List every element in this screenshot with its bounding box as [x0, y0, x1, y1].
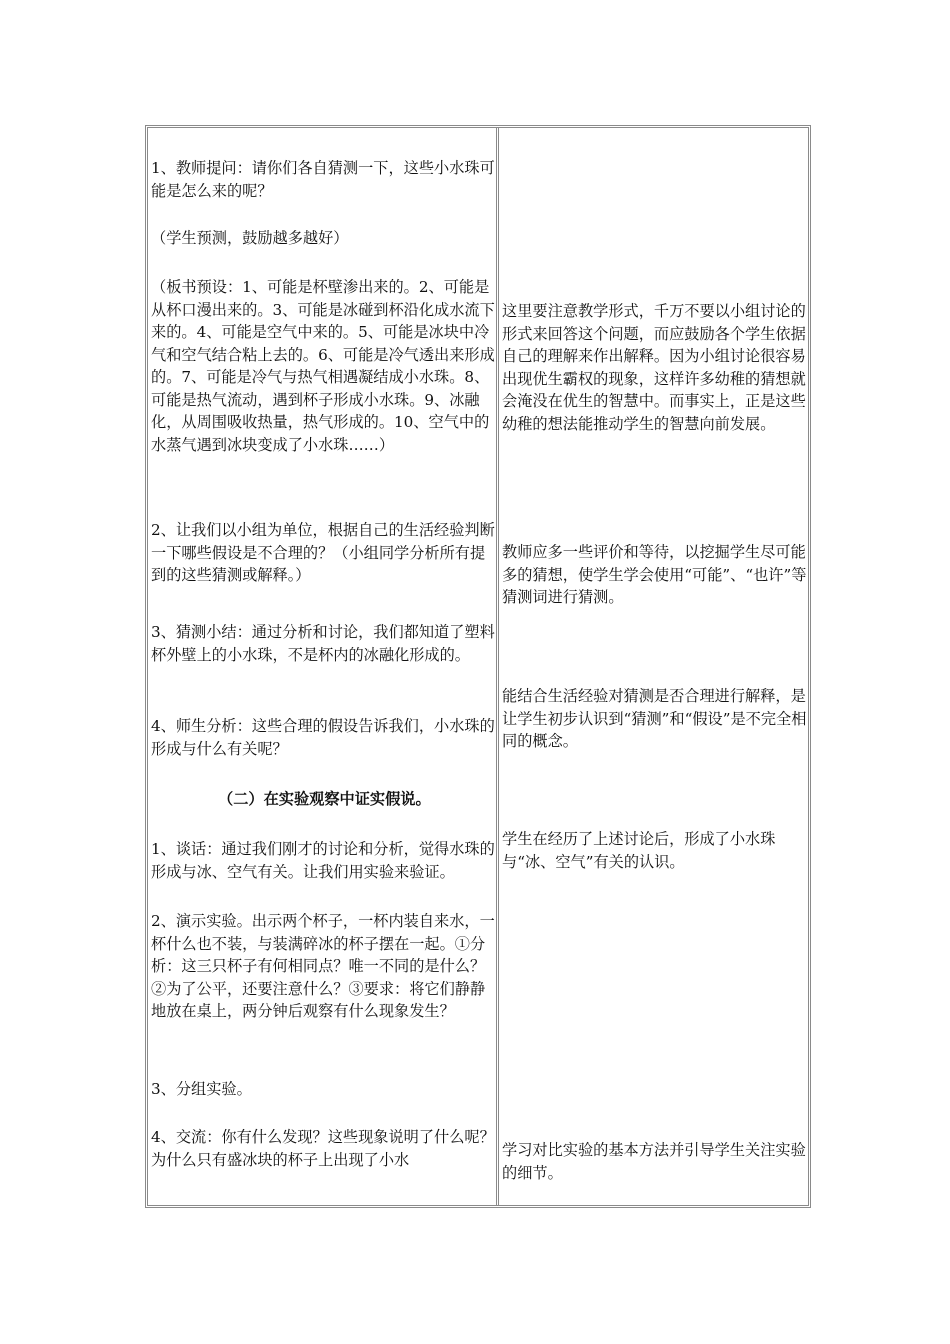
section-heading: （二）在实验观察中证实假说。: [218, 790, 431, 808]
lesson-plan-table: [145, 125, 811, 1208]
left-paragraph-2: （学生预测，鼓励越多越好）: [151, 229, 349, 247]
left-paragraph-8: 2、演示实验。出示两个杯子，一杯内装自来水，一杯什么也不装，与装满碎冰的杯子摆在一起。①分析：这三只杯子有何相同点？唯一不同的是什么？②为了公平，还要注意什么？③要求：将它们静静地放在桌上，两分钟后观察有什么现象发生？: [151, 912, 495, 1020]
left-paragraph-3: （板书预设：1、可能是杯壁渗出来的。2、可能是从杯口漫出来的。3、可能是冰碰到杯沿化成水流下来的。4、可能是空气中来的。5、可能是冰块中冷气和空气结合粘上去的。6、可能是冷气透出来形成的。7、可能是冷气与热气相遇凝结成小水珠。8、可能是热气流动，遇到杯子形成小水珠。9、冰融化，从周围吸收热量，热气形成的。10、空气中的水蒸气遇到冰块变成了小水珠……）: [151, 278, 495, 454]
left-paragraph-1: 1、教师提问：请你们各自猜测一下，这些小水珠可能是怎么来的呢？: [151, 159, 495, 200]
right-note-1: 这里要注意教学形式，千万不要以小组讨论的形式来回答这个问题，而应鼓励各个学生依据自己的理解来作出解释。因为小组讨论很容易出现优生霸权的现象，这样许多幼稚的猜想就会淹没在优生的智慧中。而事实上，正是这些幼稚的想法能推动学生的智慧向前发展。: [502, 302, 806, 433]
left-paragraph-9: 3、分组实验。: [151, 1080, 252, 1098]
right-note-3: 能结合生活经验对猜测是否合理进行解释，是让学生初步认识到“猜测”和“假设”是不完全相同的概念。: [502, 687, 807, 750]
left-paragraph-10: 4、交流：你有什么发现？这些现象说明了什么呢？为什么只有盛冰块的杯子上出现了小水: [151, 1128, 495, 1169]
left-paragraph-7: 1、谈话：通过我们刚才的讨论和分析，觉得水珠的形成与冰、空气有关。让我们用实验来验证。: [151, 840, 495, 881]
left-paragraph-4: 2、让我们以小组为单位，根据自己的生活经验判断一下哪些假设是不合理的？（小组同学分析所有提到的这些猜测或解释。）: [151, 521, 495, 584]
right-note-2: 教师应多一些评价和等待，以挖掘学生尽可能多的猜想，使学生学会使用“可能”、“也许”等猜测词进行猜测。: [502, 543, 807, 606]
right-note-5: 学习对比实验的基本方法并引导学生关注实验的细节。: [502, 1141, 806, 1182]
right-note-4: 学生在经历了上述讨论后，形成了小水珠与“冰、空气”有关的认识。: [502, 830, 776, 871]
column-divider: [496, 128, 499, 1205]
left-paragraph-5: 3、猜测小结：通过分析和讨论，我们都知道了塑料杯外壁上的小水珠，不是杯内的冰融化形成的。: [151, 623, 495, 664]
left-paragraph-6: 4、师生分析：这些合理的假设告诉我们，小水珠的形成与什么有关呢？: [151, 717, 495, 758]
